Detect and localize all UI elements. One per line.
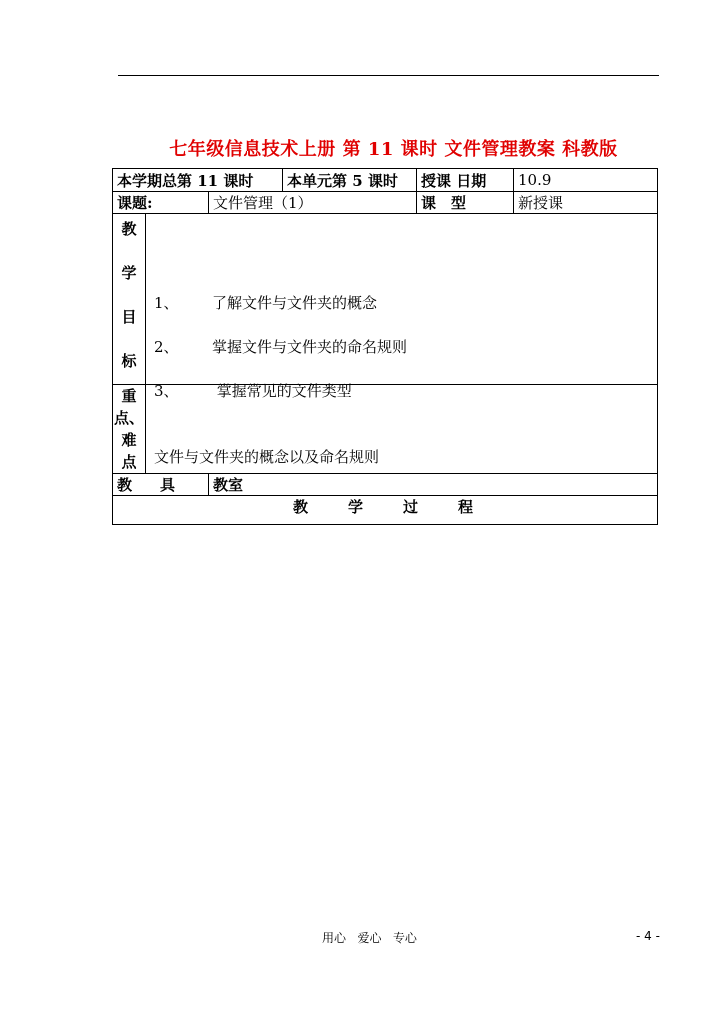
semester-total-cell: 本学期总第 11 课时 (113, 169, 283, 192)
type-value-cell: 新授课 (514, 192, 658, 214)
topic-value-cell: 文件管理（1） (209, 192, 417, 214)
header-rule (118, 75, 659, 76)
page-number: - 4 - (636, 929, 660, 943)
date-label-cell: 授课 日期 (417, 169, 514, 192)
objective-item: 1、 了解文件与文件夹的概念 (154, 294, 378, 312)
key-points-content: 文件与文件夹的概念以及命名规则 (146, 385, 658, 474)
objective-item: 2、 掌握文件与文件夹的命名规则 (154, 338, 408, 356)
tools-value-cell: 教室 (209, 474, 658, 496)
unit-lesson-cell: 本单元第 5 课时 (283, 169, 417, 192)
type-label-cell: 课 型 (417, 192, 514, 214)
objectives-side-label: 教 学 目 标 (113, 214, 146, 385)
objectives-content (146, 214, 658, 400)
tools-label-cell: 教具 (113, 474, 209, 496)
footer-motto: 用心 爱心 专心 (322, 931, 417, 945)
key-points-side-label: 重 点、 难 点 (113, 385, 146, 474)
table-row-lesson-info (113, 169, 658, 192)
date-value-cell: 10.9 (514, 169, 658, 192)
objective-item: 3、 掌握常见的文件类型 (154, 382, 352, 400)
process-heading: 教学过程 (113, 496, 658, 525)
table-row-tools (113, 474, 658, 496)
table-row-process (113, 496, 658, 525)
topic-label-cell: 课题: (113, 192, 209, 214)
table-row-objectives (113, 214, 658, 385)
lesson-plan-table (112, 168, 658, 525)
page-title: 七年级信息技术上册 第 11 课时 文件管理教案 科教版 (169, 139, 618, 160)
table-row-topic (113, 192, 658, 214)
